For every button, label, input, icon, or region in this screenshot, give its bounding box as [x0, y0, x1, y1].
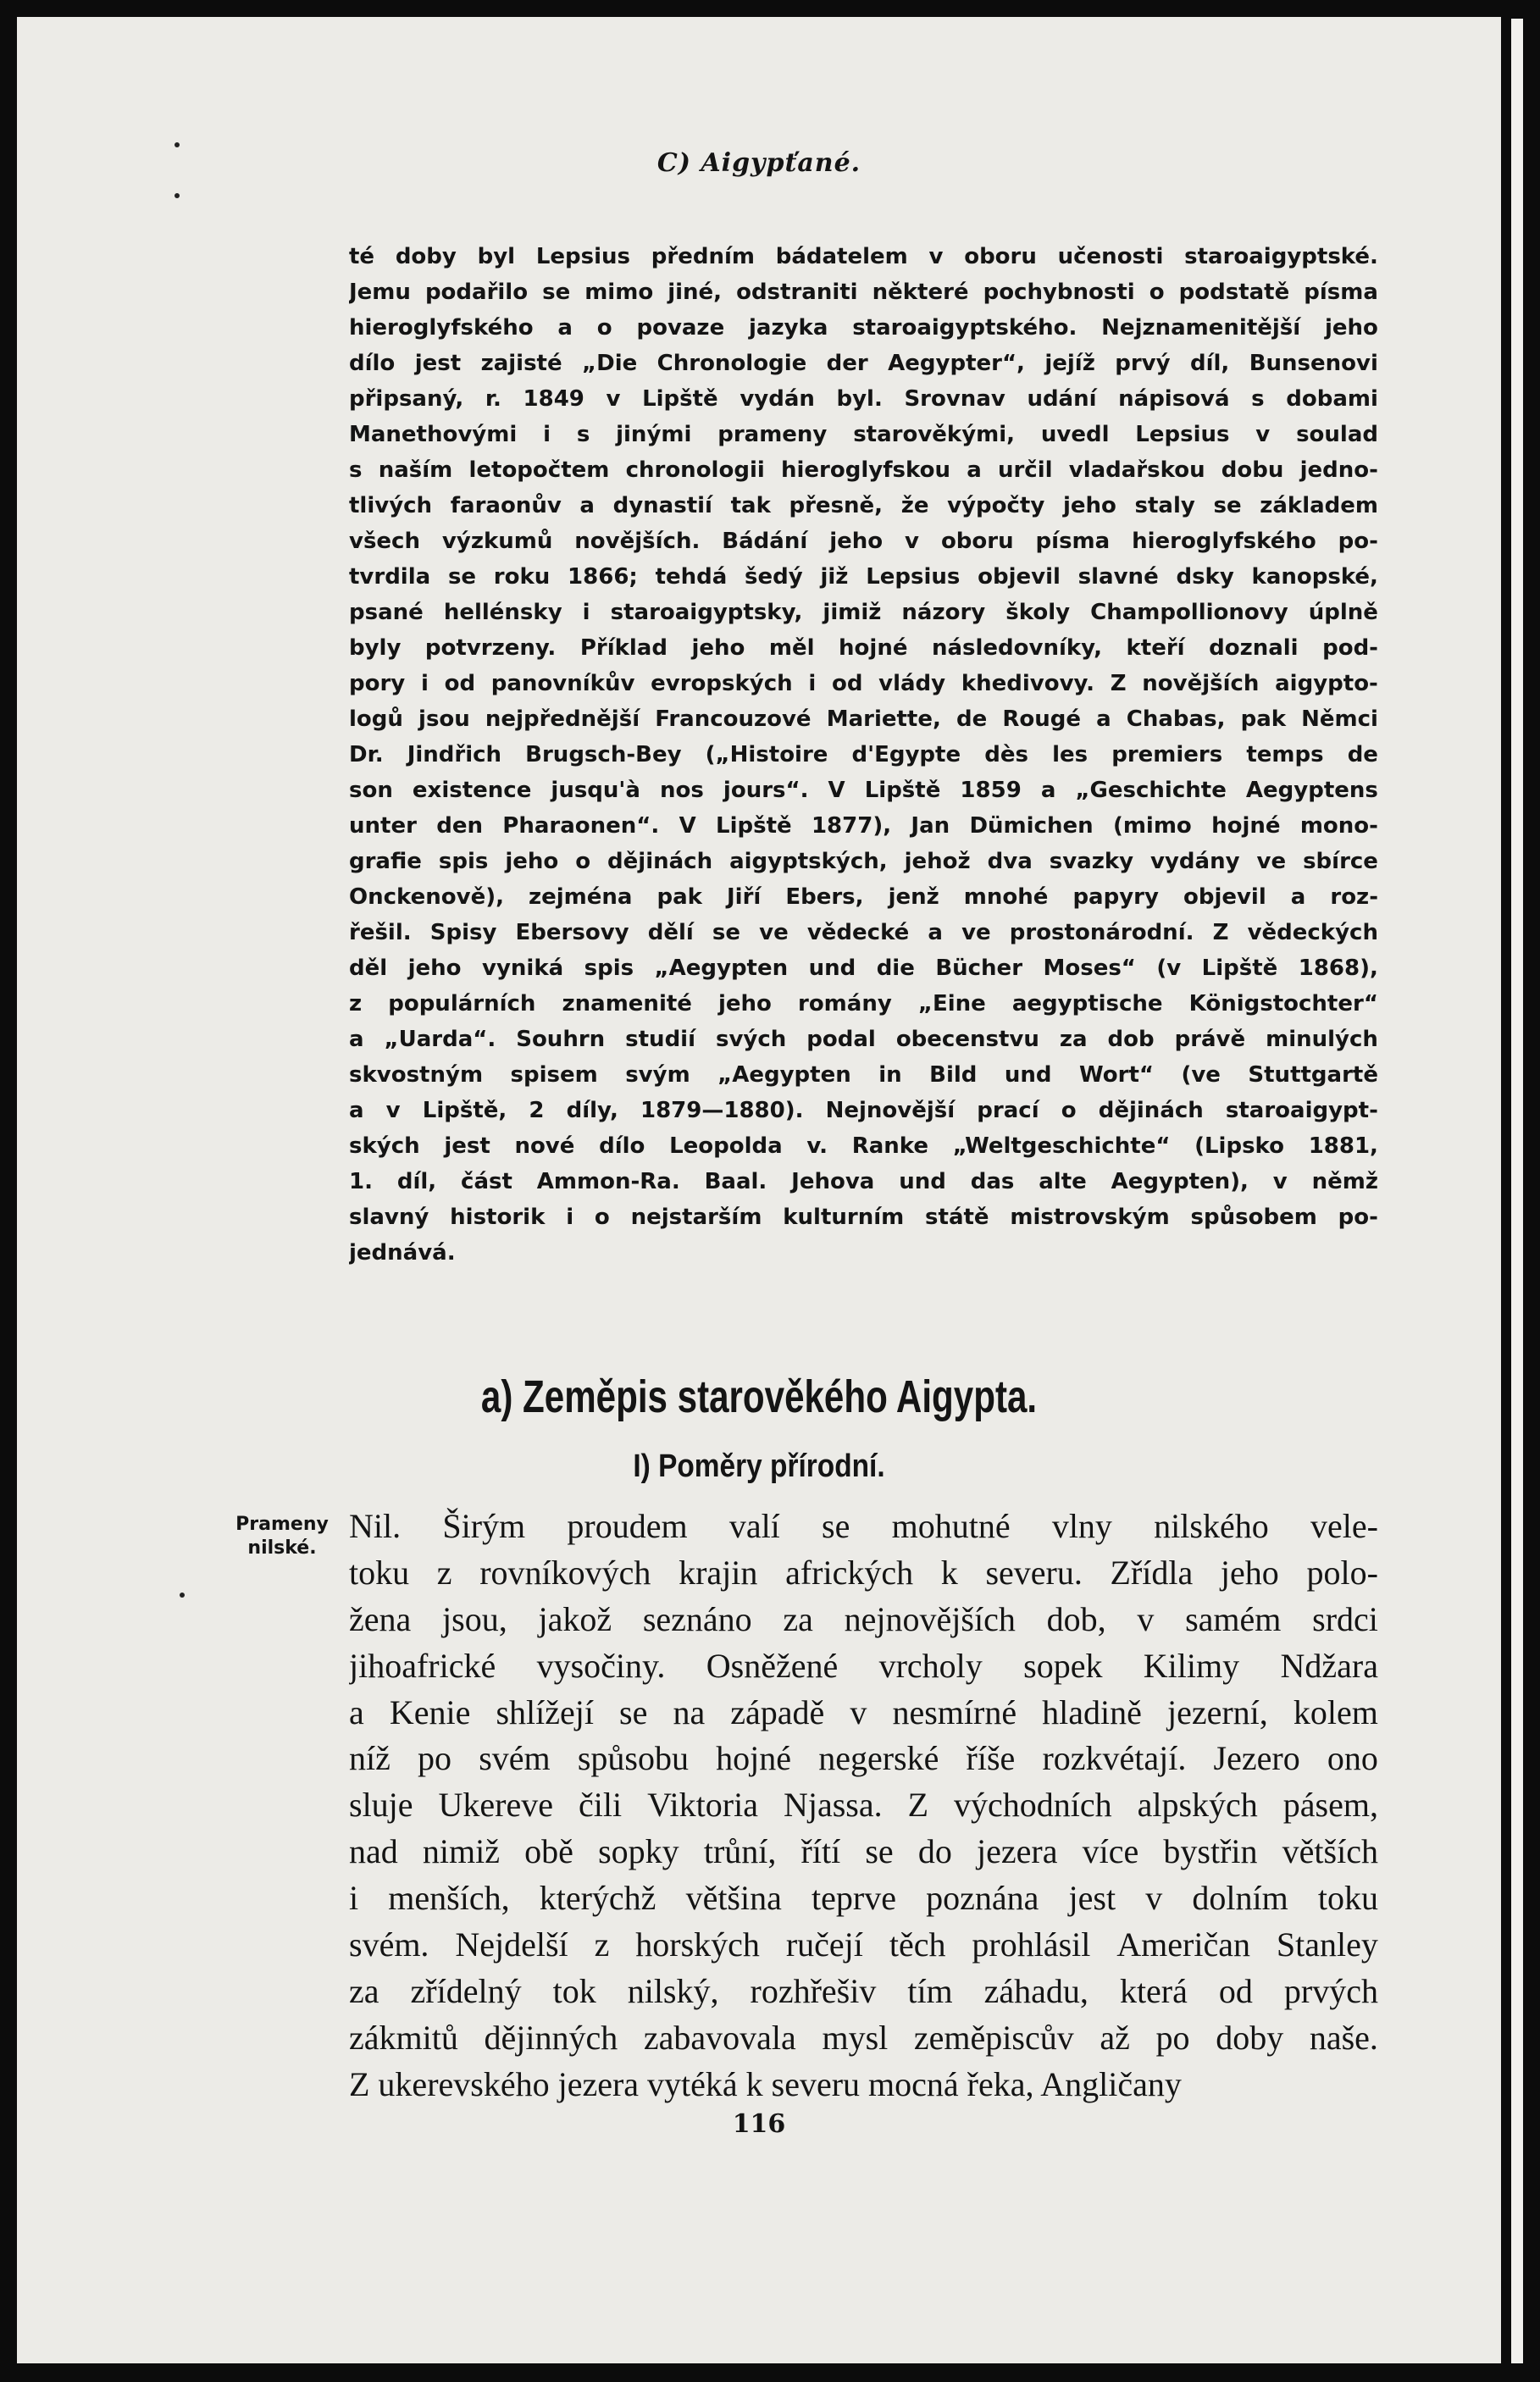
book-page: [17, 17, 1501, 2363]
margin-note: [219, 1513, 346, 1560]
text-line: žena jsou, jakož seznáno za nejnovějších dob, v samém srdci: [349, 1599, 1378, 1638]
text-line: i menších, kterýchž většina teprve poznána jest v dolním toku: [349, 1879, 1378, 1918]
margin-note-line: nilské.: [247, 1537, 317, 1559]
text-line: svém. Nejdelší z horských ručejí těch prohlásil Američan Stanley: [349, 1925, 1378, 1964]
text-line: za zřídelný tok nilský, rozhřešiv tím záhadu, která od prvých: [349, 1971, 1378, 2010]
section-heading: a) Zeměpis starověkého Aigypta.: [480, 1371, 1038, 1422]
text-line: 1. díl, část Ammon-Ra. Baal. Jehova und das alte Aegypten), v němž: [349, 1169, 1378, 1194]
text-line: Onckenově), zejména pak Jiří Ebers, jenž mnohé papyry objevil a roz-: [349, 884, 1378, 910]
speck: [174, 142, 180, 147]
text-line: s naším letopočtem chronologii hieroglyfskou a určil vladařskou dobu jedno-: [349, 457, 1378, 483]
text-line: logů jsou nejpřednější Francouzové Mariette, de Rougé a Chabas, pak Němci: [349, 706, 1378, 732]
text-line: zákmitů dějinných zabavovala mysl zeměpiscův až po doby naše.: [349, 2018, 1378, 2057]
text-line: Manethovými i s jinými prameny starověkými, uvedl Lepsius v soulad: [349, 422, 1378, 447]
page-number: 116: [732, 2109, 786, 2139]
text-line: psané hellénsky i staroaigyptsky, jimiž názory školy Champollionovy úplně: [349, 600, 1378, 625]
text-line: dílo jest zajisté „Die Chronologie der Aegypter“, jejíž prvý díl, Bunsenovi: [349, 351, 1378, 376]
text-line: tlivých faraonův a dynastií tak přesně, že výpočty jeho staly se základem: [349, 493, 1378, 518]
text-line: připsaný, r. 1849 v Lipště vydán byl. Srovnav udání nápisová s dobami: [349, 386, 1378, 412]
text-line: sluje Ukereve čili Viktoria Njassa. Z východních alpských pásem,: [349, 1786, 1378, 1825]
text-line: slavný historik i o nejstarším kulturním státě mistrovským spůsobem po-: [349, 1205, 1378, 1230]
margin-note-line: Prameny: [235, 1514, 329, 1535]
text-line: a Kenie shlížejí se na západě v nesmírné hladině jezerní, kolem: [349, 1692, 1378, 1731]
text-line: Z ukerevského jezera vytéká k severu mocná řeka, Angličany: [349, 2064, 1182, 2103]
text-line: Dr. Jindřich Brugsch-Bey („Histoire d'Egypte dès les premiers temps de: [349, 742, 1378, 767]
text-line: a v Lipště, 2 díly, 1879—1880). Nejnovější prací o dějinách staroaigypt-: [349, 1098, 1378, 1123]
text-line: z populárních znamenité jeho romány „Eine aegyptische Königstochter“: [349, 991, 1378, 1017]
text-line: skvostným spisem svým „Aegypten in Bild und Wort“ (ve Stuttgartě: [349, 1062, 1378, 1088]
text-line: řešil. Spisy Ebersovy dělí se ve vědecké a ve prostonárodní. Z vědeckých: [349, 920, 1378, 945]
text-line: pory i od panovníkův evropských i od vlády khedivovy. Z novějších aigypto-: [349, 671, 1378, 696]
text-line: hieroglyfského a o povaze jazyka staroaigyptského. Nejznamenitější jeho: [349, 315, 1378, 341]
text-line: děl jeho vyniká spis „Aegypten und die Bücher Moses“ (v Lipště 1868),: [349, 956, 1378, 981]
text-line: níž po svém spůsobu hojné negerské říše rozkvétají. Jezero ono: [349, 1739, 1378, 1778]
text-line: Nil. Širým proudem valí se mohutné vlny nilského vele-: [349, 1507, 1378, 1545]
text-line: tvrdila se roku 1866; tehdá šedý již Lepsius objevil slavné dsky kanopské,: [349, 564, 1378, 590]
running-header: C) Aigypťané.: [656, 148, 861, 178]
text-line: jihoafrické vysočiny. Osněžené vrcholy sopek Kilimy Ndžara: [349, 1646, 1378, 1685]
text-line: nad nimiž obě sopky trůní, řítí se do jezera více bystřin větších: [349, 1832, 1378, 1871]
text-line: grafie spis jeho o dějinách aigyptských, jehož dva svazky vydány ve sbírce: [349, 849, 1378, 874]
speck: [180, 1593, 185, 1598]
text-line: toku z rovníkových krajin afrických k severu. Zřídla jeho polo-: [349, 1553, 1378, 1592]
text-line: Jemu podařilo se mimo jiné, odstraniti některé pochybnosti o podstatě písma: [349, 280, 1378, 305]
text-line: všech výzkumů novějších. Bádání jeho v oboru písma hieroglyfského po-: [349, 529, 1378, 554]
paragraph-lepsius: [349, 239, 1378, 1271]
subsection-heading: I) Poměry přírodní.: [633, 1449, 885, 1484]
text-line: a „Uarda“. Souhrn studií svých podal obecenstvu za dob právě minulých: [349, 1027, 1378, 1052]
text-line: ských jest nové dílo Leopolda v. Ranke „Weltgeschichte“ (Lipsko 1881,: [349, 1133, 1378, 1159]
facing-page-edge: [1511, 19, 1523, 2363]
text-line: unter den Pharaonen“. V Lipště 1877), Jan Dümichen (mimo hojné mono-: [349, 813, 1378, 839]
speck: [174, 193, 180, 198]
paragraph-nile: [349, 1504, 1378, 2108]
text-line: jednává.: [349, 1240, 456, 1266]
text-line: son existence jusqu'à nos jours“. V Lipště 1859 a „Geschichte Aegyptens: [349, 778, 1378, 803]
text-line: té doby byl Lepsius předním bádatelem v oboru učenosti staroaigyptské.: [349, 244, 1378, 269]
text-line: byly potvrzeny. Příklad jeho měl hojné následovníky, kteří doznali pod-: [349, 635, 1378, 661]
